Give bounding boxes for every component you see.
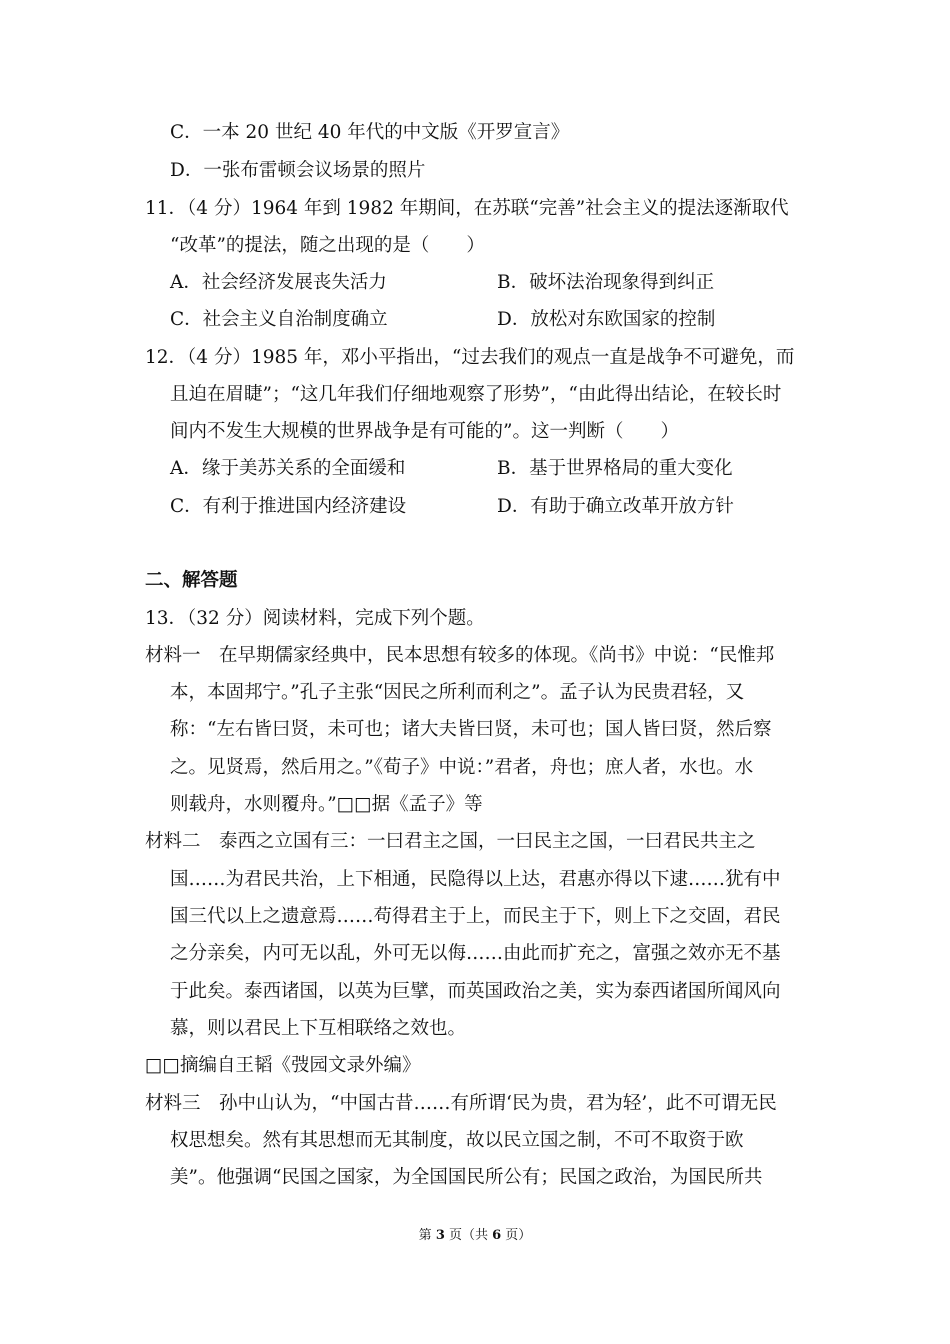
footer-mid: 页（共 bbox=[444, 1228, 493, 1243]
q11-option-b: B．破坏法治现象得到纠正 bbox=[497, 272, 715, 293]
q12-stem-line-3: 间内不发生大规模的世界战争是有可能的”。这一判断（ ） bbox=[170, 421, 679, 442]
q11-option-d: D．放松对东欧国家的控制 bbox=[497, 309, 716, 330]
q11-stem-line-1: 11．（4 分）1964 年到 1982 年期间，在苏联“完善”社会主义的提法逐渐取代 bbox=[145, 198, 789, 219]
q12-option-c: C．有利于推进国内经济建设 bbox=[170, 496, 407, 517]
material-1-line: 则载舟，水则覆舟。”□□据《孟子》等 bbox=[170, 794, 483, 815]
q12-option-d: D．有助于确立改革开放方针 bbox=[497, 496, 734, 517]
material-2-source: □□摘编自王韬《弢园文录外编》 bbox=[145, 1055, 421, 1076]
section-heading: 二、解答题 bbox=[145, 570, 238, 591]
q11-option-c: C．社会主义自治制度确立 bbox=[170, 309, 388, 330]
material-2-line: 国三代以上之遗意焉……苟得君主于上，而民主于下，则上下之交固，君民 bbox=[170, 906, 781, 927]
q12-option-b: B．基于世界格局的重大变化 bbox=[497, 458, 733, 479]
footer-prefix: 第 bbox=[418, 1228, 436, 1243]
material-1-line: 之。见贤焉，然后用之。”《荀子》中说：”君者，舟也；庶人者，水也。水 bbox=[170, 757, 754, 778]
material-2-line: 国……为君民共治，上下相通，民隐得以上达，君惠亦得以下逮……犹有中 bbox=[170, 869, 781, 890]
footer-total-pages: 6 bbox=[492, 1228, 502, 1243]
q10-option-d: D．一张布雷顿会议场景的照片 bbox=[170, 160, 426, 181]
material-2-line: 于此矣。泰西诸国，以英为巨擘，而英国政治之美，实为泰西诸国所闻风向 bbox=[170, 981, 781, 1002]
q11-option-a: A．社会经济发展丧失活力 bbox=[170, 272, 387, 293]
q12-option-a: A．缘于美苏关系的全面缓和 bbox=[170, 458, 406, 479]
material-2-line: 材料二 泰西之立国有三：一曰君主之国，一曰民主之国，一曰君民共主之 bbox=[145, 831, 756, 852]
q13-intro: 13．（32 分）阅读材料，完成下列个题。 bbox=[145, 608, 485, 629]
material-2-line: 慕，则以君民上下互相联络之效也。 bbox=[170, 1018, 467, 1039]
page-footer bbox=[0, 1227, 950, 1245]
footer-page-number: 3 bbox=[435, 1228, 445, 1243]
q12-stem-line-1: 12．（4 分）1985 年，邓小平指出，“过去我们的观点一直是战争不可避免，而 bbox=[145, 347, 795, 368]
material-3-line: 权思想矣。然有其思想而无其制度，故以民立国之制，不可不取资于欧 bbox=[170, 1130, 744, 1151]
material-1-line: 称：“左右皆曰贤，未可也；诸大夫皆曰贤，未可也；国人皆曰贤，然后察 bbox=[170, 719, 772, 740]
material-2-line: 之分亲矣，内可无以乱，外可无以侮……由此而扩充之，富强之效亦无不基 bbox=[170, 943, 781, 964]
material-3-line: 美”。他强调“民国之国家，为全国国民所公有；民国之政治，为国民所共 bbox=[170, 1167, 763, 1188]
footer-suffix: 页） bbox=[501, 1228, 532, 1243]
q11-stem-line-2: “改革”的提法，随之出现的是（ ） bbox=[170, 235, 485, 256]
material-3-line: 材料三 孙中山认为，“中国古昔……有所谓‘民为贵，君为轻’，此不可谓无民 bbox=[145, 1093, 777, 1114]
material-1-line: 本，本固邦宁。”孔子主张“因民之所利而利之”。孟子认为民贵君轻，又 bbox=[170, 682, 745, 703]
q12-stem-line-2: 且迫在眉睫”；“这几年我们仔细地观察了形势”，“由此得出结论，在较长时 bbox=[170, 384, 782, 405]
material-1-line: 材料一 在早期儒家经典中，民本思想有较多的体现。《尚书》中说：“民惟邦 bbox=[145, 645, 775, 666]
q10-option-c: C．一本 20 世纪 40 年代的中文版《开罗宣言》 bbox=[170, 122, 570, 143]
